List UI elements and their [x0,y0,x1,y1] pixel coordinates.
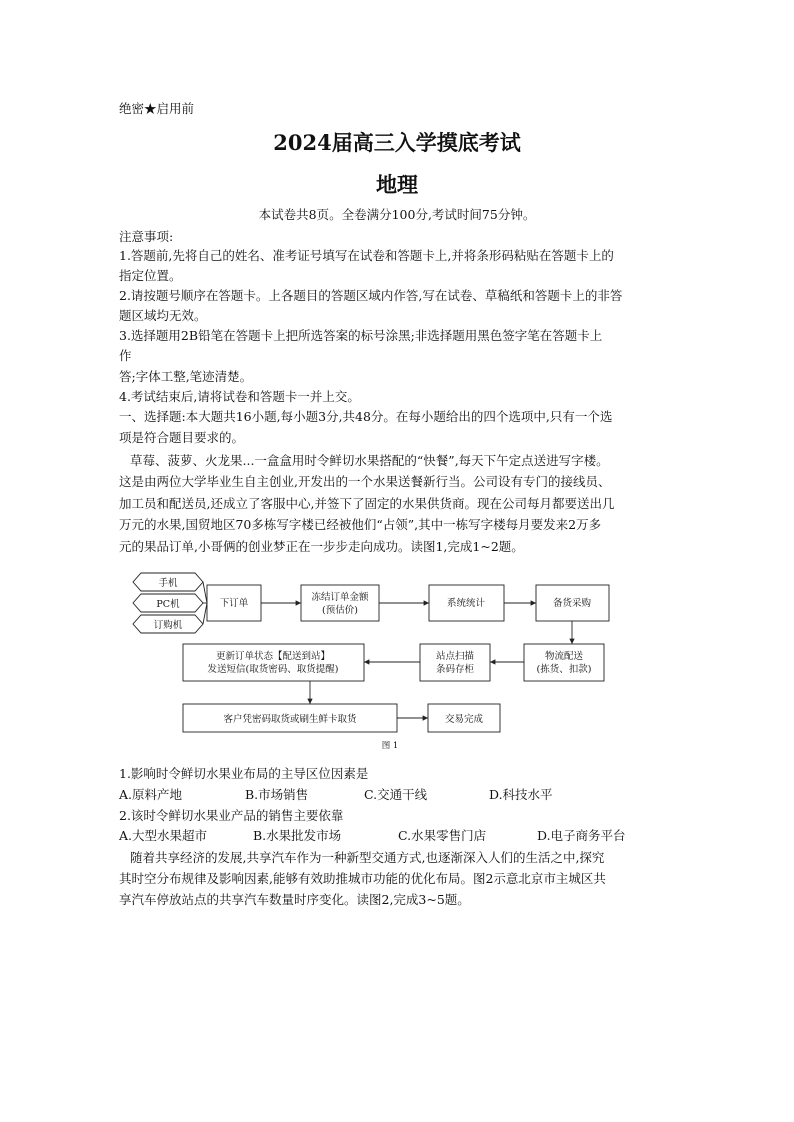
option-c: C.交通干线 [364,787,428,802]
option-c: C.水果零售门店 [398,828,487,843]
confidential-label: 绝密★启用前 [119,101,195,116]
passage1-line: 草莓、菠萝、火龙果...一盒盒用时令鲜切水果搭配的“快餐”,每天下午定点送进写字楼。 [130,453,609,468]
option-d: D.电子商务平台 [537,828,626,843]
passage1-line: 这是由两位大学毕业生自主创业,开发出的一个水果送餐新行当。公司设有专门的接线员、 [119,474,611,489]
device-kiosk-label: 订购机 [153,620,183,631]
box-logistics-sub: (拣货、扣款) [536,664,592,675]
note-line: 题区域均无效。 [119,308,207,323]
device-connector [203,603,207,624]
option-d: D.科技水平 [489,787,553,802]
note-line: 1.答题前,先将自己的姓名、准考证号填写在试卷和答题卡上,并将条形码粘贴在答题卡上的 [119,248,614,263]
box-place-order-label: 下订单 [219,598,249,609]
passage2-line: 其时空分布规律及影响因素,能够有效助推城市功能的优化布局。图2示意北京市主城区共 [119,871,606,886]
option-b: B.水果批发市场 [253,828,342,843]
note-line: 指定位置。 [119,268,182,283]
box-station-scan [420,644,490,681]
box-pickup-label: 客户凭密码取货或刷生鲜卡取货 [223,714,357,725]
box-station-scan-label: 站点扫描 [435,651,475,662]
option-a: A.大型水果超市 [119,828,208,843]
option-b: B.市场销售 [245,787,309,802]
passage1-line: 元的果品订单,小哥俩的创业梦正在一步步走向成功。读图1,完成1~2题。 [119,539,524,554]
box-freeze-amount-label: 冻结订单金额 [311,592,369,603]
question-1-stem: 1.影响时令鲜切水果业布局的主导区位因素是 [119,766,369,781]
passage1-line: 万元的水果,国贸地区70多栋写字楼已经被他们“占领”,其中一栋写字楼每月要发来2万多 [119,517,602,532]
option-a: A.原料产地 [119,787,183,802]
section-heading: 一、选择题:本大题共16小题,每小题3分,共48分。在每小题给出的四个选项中,只有一个选 [119,409,613,424]
box-system-stats-label: 系统统计 [446,598,486,609]
figure-caption: 图 1 [381,741,399,751]
box-update-status-label: 更新订单状态【配送到站】 [215,651,331,662]
question-2-stem: 2.该时令鲜切水果业产品的销售主要依靠 [119,808,344,823]
box-purchase-label: 备货采购 [552,598,592,609]
box-station-scan-sub: 条码存柜 [435,664,475,675]
device-phone-label: 手机 [158,578,178,589]
section-heading-cont: 项是符合题目要求的。 [119,430,245,445]
exam-info: 本试卷共8页。全卷满分100分,考试时间75分钟。 [258,207,536,222]
passage2-line: 享汽车停放站点的共享汽车数量时序变化。读图2,完成3~5题。 [119,892,470,907]
note-line: 答;字体工整,笔迹清楚。 [119,369,253,384]
box-logistics [524,644,604,681]
subject-title: 地理 [376,172,418,197]
box-freeze-amount-sub: (预估价) [322,605,358,616]
box-update-status-sub: 发送短信(取货密码、取货提醒) [207,664,339,675]
notes-heading: 注意事项: [119,229,174,244]
device-connector [203,582,207,603]
note-line: 2.请按题号顺序在答题卡。上各题目的答题区域内作答,写在试卷、草稿纸和答题卡上的非答 [119,288,623,303]
note-line: 3.选择题用2B铅笔在答题卡上把所选答案的标号涂黑;非选择题用黑色签字笔在答题卡上 [119,328,603,343]
device-pc-label: PC机 [156,599,180,610]
box-update-status [183,644,364,681]
note-line: 作 [119,348,132,363]
passage2-line: 随着共享经济的发展,共享汽车作为一种新型交通方式,也逐渐深入人们的生活之中,探究 [130,850,605,865]
flowchart-figure1 [128,568,648,753]
box-complete-label: 交易完成 [444,714,484,725]
exam-title: 2024届高三入学摸底考试 [273,130,521,155]
note-line: 4.考试结束后,请将试卷和答题卡一并上交。 [119,389,360,404]
box-logistics-label: 物流配送 [544,651,584,662]
passage1-line: 加工员和配送员,还成立了客服中心,并签下了固定的水果供货商。现在公司每月都要送出几 [119,496,615,511]
